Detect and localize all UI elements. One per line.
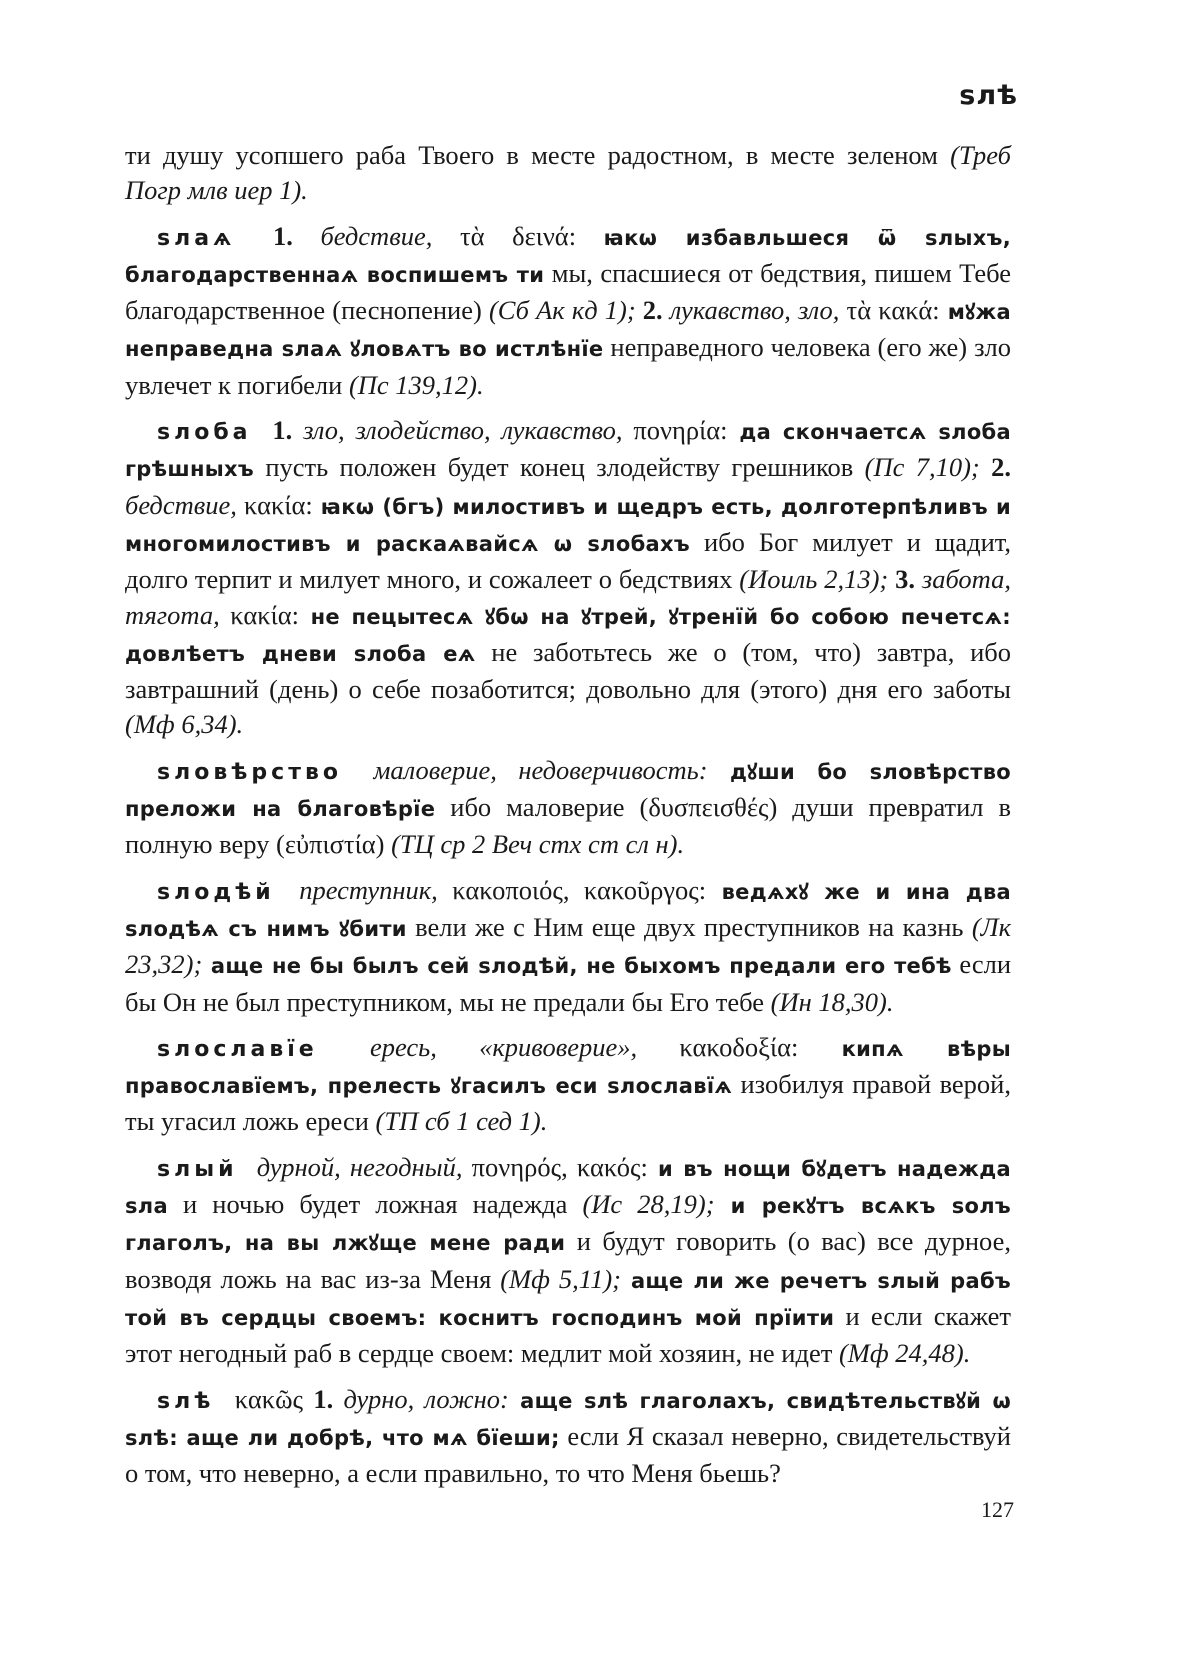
running-head: ѕлѣ <box>959 80 1018 111</box>
translation: если бы Он не был преступником, мы не предали бы Его тебе <box>125 949 1012 1017</box>
church-slavonic-quote: не пецытесѧ ꙋбѡ на ꙋтрей, ꙋтренїй бо собою печетсѧ: довлѣетъ дневи ѕлоба еѧ <box>125 604 1011 666</box>
translation: изобилуя правой верой, ты угасил ложь ереси <box>125 1069 1011 1137</box>
headword: ѕлаѧ <box>157 225 236 251</box>
reference: (Пс 139,12). <box>348 369 484 400</box>
translation: и ночью будет ложная надежда <box>167 1189 583 1220</box>
church-slavonic-quote: и рекꙋтъ всѧкъ ѕолъ глаголъ, на вы лжꙋще мене ради <box>125 1194 1012 1256</box>
gloss: бедствие, <box>320 220 433 251</box>
headword: ѕлославїе <box>157 1036 318 1062</box>
sense-number: 3. <box>888 564 915 595</box>
reference: (Иоиль 2,13); <box>739 564 889 595</box>
sense-number: 1. <box>303 1383 334 1414</box>
reference: (Треб Погр млв иер 1). <box>125 140 1011 206</box>
translation: не заботьтесь же о (том, что) завтра, ибо завтрашний (день) о себе позаботится; довольно для (этого) дня его заботы <box>125 636 1011 705</box>
reference: (Пс 7,10); <box>864 452 980 483</box>
greek-equivalent: πονηρός, κακός: <box>471 1151 648 1182</box>
continuation-paragraph <box>125 138 1011 209</box>
church-slavonic-quote: ведѧхꙋ же и ина два ѕлодѣѧ съ нимъ ꙋбити <box>125 879 1012 941</box>
entry-zlyy <box>125 1150 1011 1372</box>
greek-equivalent: κακοδοξία: <box>679 1031 799 1062</box>
reference: (Ис 28,19); <box>582 1189 715 1220</box>
church-slavonic-quote: и въ нощи бꙋдетъ надежда ѕла <box>125 1156 1011 1219</box>
greek-equivalent: εὐπιστία <box>284 829 376 860</box>
entry-zle <box>125 1382 1011 1492</box>
headword: ѕлый <box>157 1156 238 1182</box>
sense-number: 2. <box>635 295 663 326</box>
text-block <box>125 138 1011 1501</box>
translation: ибо маловерие ( <box>435 792 649 823</box>
greek-equivalent: κακία: <box>236 489 313 520</box>
church-slavonic-quote: дꙋши бо ѕловѣрство преложи на благовѣрїе <box>125 759 1012 822</box>
greek-equivalent: τὰ δεινά: <box>459 220 577 251</box>
headword: ѕлѣ <box>157 1388 215 1414</box>
entry-zloba <box>125 413 1011 743</box>
reference: (ТП сб 1 сед 1). <box>375 1106 548 1137</box>
greek-equivalent: κακοποιός, κακοῦργος: <box>452 874 707 905</box>
church-slavonic-quote: аще не бы былъ сей ѕлодѣй, не быхомъ предали его тебѣ <box>202 954 952 979</box>
headword: ѕловѣрство <box>157 759 343 785</box>
church-slavonic-quote: да скончаетсѧ ѕлоба грѣшныхъ <box>125 420 1011 482</box>
greek-equivalent: τὰ κακά: <box>839 295 940 326</box>
greek-equivalent: κακία: <box>219 599 300 630</box>
reference: (Мф 24,48). <box>838 1338 971 1369</box>
entry-zlaya <box>125 219 1011 403</box>
translation: и если скажет этот негодный раб в сердце своем: медлит мой хозяин, не идет <box>125 1300 1011 1369</box>
reference: (Лк 23,32); <box>125 911 1011 980</box>
gloss: дурной, негодный, <box>256 1151 463 1182</box>
gloss: лукавство, зло, <box>662 295 840 326</box>
translation: ) души превратил в полную веру ( <box>125 792 1012 860</box>
greek-equivalent: δυσπεισθές <box>648 792 769 823</box>
church-slavonic-quote: мꙋжа неправедна ѕлаѧ ꙋловѧтъ во истлѣнїе <box>125 300 1012 362</box>
gloss: бедствие, <box>125 489 237 520</box>
page-number: 127 <box>981 1497 1014 1522</box>
translation: вели же с Ним еще двух преступников на казнь <box>406 911 972 942</box>
translation: неправедного человека (его же) зло увлечет к погибели <box>125 332 1012 400</box>
gloss: забота, тягота, <box>125 564 1012 630</box>
headword: ѕлоба <box>157 420 252 446</box>
sense-number: 2. <box>979 452 1011 483</box>
sense-number: 1. <box>272 220 293 251</box>
church-slavonic-quote: аще ѕлѣ глаголахъ, свидѣтельствꙋй ѡ ѕлѣ: аще ли добрѣ, что мѧ бїеши; <box>125 1388 1012 1450</box>
reference: (Мф 6,34). <box>125 709 244 740</box>
reference: (Ин 18,30). <box>770 986 894 1017</box>
church-slavonic-quote: ꙗкѡ избавльшеся ѿ ѕлыхъ, благодарственнаѧ воспишемъ ти <box>125 225 1011 287</box>
gloss: маловерие, недоверчивость: <box>373 754 708 785</box>
translation: ) <box>375 829 392 860</box>
reference: (ТЦ ср 2 Веч стх ст сл н). <box>391 829 685 860</box>
gloss: ересь, «кривоверие», <box>370 1031 638 1062</box>
gloss: зло, злодейство, лукавство, <box>303 415 623 446</box>
church-slavonic-quote: аще ли же речетъ ѕлый рабъ той въ сердцы своемъ: коснитъ господинъ мой прїити <box>125 1268 1011 1330</box>
greek-equivalent: κακῶς <box>234 1383 304 1414</box>
translation: и будут говорить (о вас) все дурное, возводя ложь на вас из-за Меня <box>125 1226 1012 1294</box>
gloss: дурно, ложно: <box>333 1383 509 1414</box>
entry-zloslavie <box>125 1030 1011 1140</box>
translation: ибо Бог милует и щадит, долго терпит и милует много, и сожалеет о бедствиях <box>125 526 1011 595</box>
gloss: преступник, <box>299 874 438 905</box>
greek-equivalent: πονηρία: <box>633 415 728 446</box>
translation: мы, спасшиеся от бедствия, пишем Тебе благодарственное (песнопение) <box>125 257 1011 326</box>
translation: пусть положен будет конец злодейству грешников <box>253 452 865 483</box>
church-slavonic-quote: кипѧ вѣры православїемъ, прелесть ꙋгасилъ еси ѕлославїѧ <box>125 1036 1011 1099</box>
translation: если Я сказал неверно, свидетельствуй о том, что неверно, а если правильно, то что Меня бьешь? <box>125 1420 1011 1489</box>
continuation-text: ти душу усопшего раба Твоего в месте радостном, в месте зеленом <box>125 140 951 170</box>
entry-zloverstvo <box>125 753 1011 863</box>
headword: ѕлодѣй <box>157 879 275 905</box>
reference: (Сб Ак кд 1); <box>488 295 636 326</box>
sense-number: 1. <box>272 415 293 446</box>
reference: (Мф 5,11); <box>500 1263 621 1294</box>
church-slavonic-quote: ꙗкѡ (бгъ) милостивъ и щедръ есть, долготерпѣливъ и многомилостивъ и раскаѧвайсѧ ѡ ѕлобахъ <box>125 494 1011 556</box>
entry-zlodey <box>125 873 1011 1020</box>
